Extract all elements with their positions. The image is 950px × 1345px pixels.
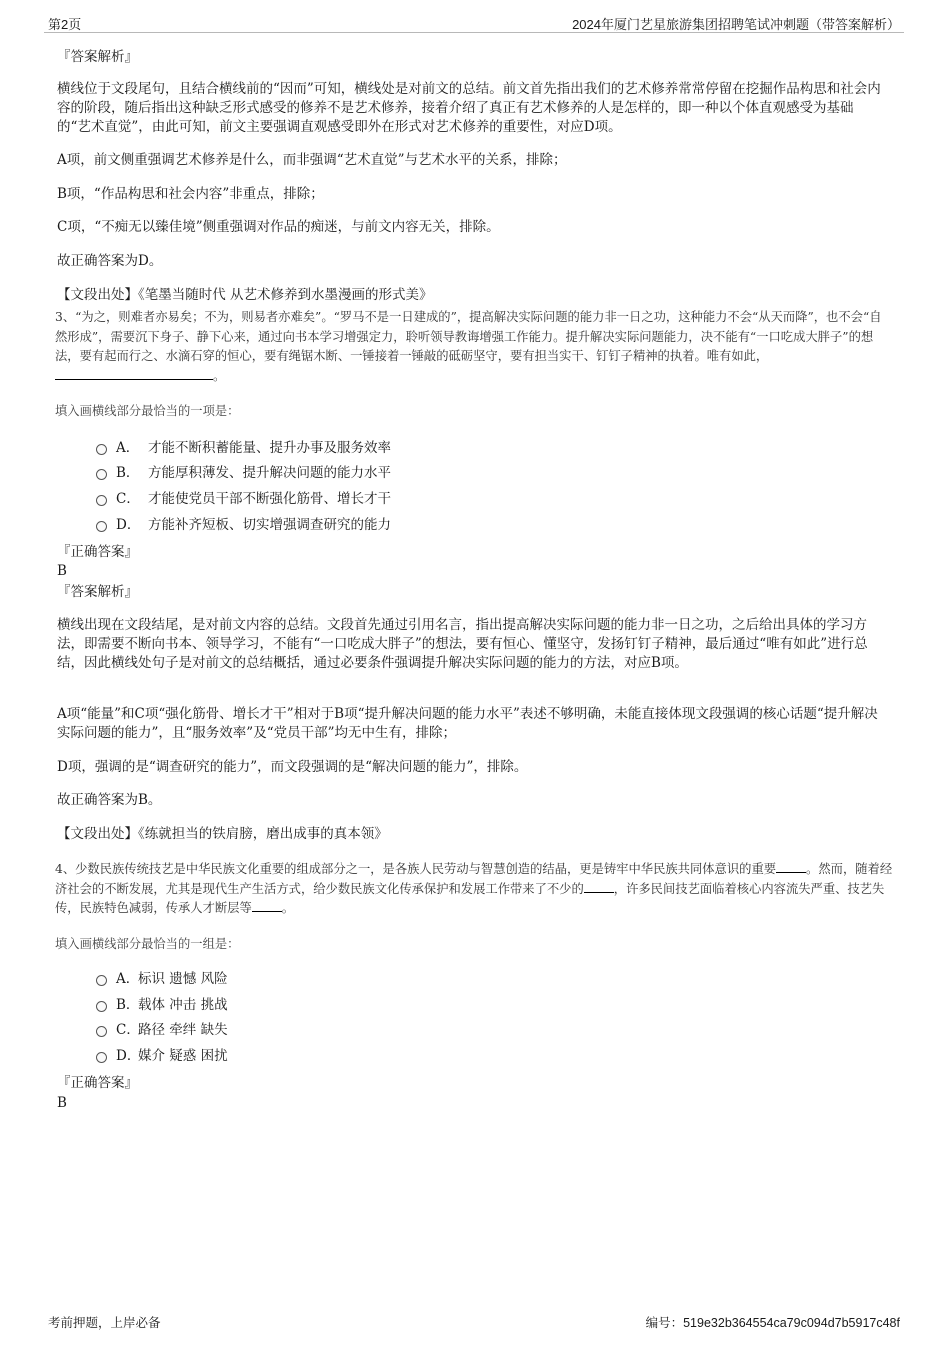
q3-answer-label: 『正确答案』 <box>57 544 138 560</box>
q2-analysis-paragraph: B项，“作品构思和社会内容”非重点，排除； <box>57 186 324 202</box>
footer-slogan: 考前押题，上岸必备 <box>48 1316 161 1330</box>
q3-conclusion: 故正确答案为B。 <box>57 792 162 808</box>
q4-answer: B <box>57 1095 67 1111</box>
q2-source: 【文段出处】《笔墨当随时代 从艺术修养到水墨漫画的形式美》 <box>57 287 433 303</box>
answer-blank <box>776 860 806 873</box>
answer-blank <box>584 880 614 893</box>
q3-analysis-paragraph: D项，强调的是“调查研究的能力”，而文段强调的是“解决问题的能力”，排除。 <box>57 759 528 775</box>
page-number: 第2页 <box>48 17 82 32</box>
answer-blank <box>55 367 213 380</box>
radio-icon[interactable] <box>96 1001 107 1012</box>
document-id: 编号：519e32b364554ca79c094d7b5917c48f <box>645 1316 900 1330</box>
q4-stem: 4、少数民族传统技艺是中华民族文化重要的组成部分之一，是各族人民劳动与智慧创造的结晶，更是铸牢中华民族共同体意识的重要 。然而，随着经济社会的不断发展，尤其是现代生产生活方式，给少数民族文化传承保护和发展工作带来了不少的 ，许多民间技艺面临着核心内容流失严重、技艺失传，民族特色减弱，传承人才断层等 。 <box>55 862 893 915</box>
q4-answer-label: 『正确答案』 <box>57 1075 138 1091</box>
q2-analysis-label: 『答案解析』 <box>57 49 138 65</box>
radio-icon[interactable] <box>96 521 107 532</box>
q4-option-c[interactable]: C．路径 牵绊 缺失 <box>96 1020 228 1040</box>
q4-prompt: 填入画横线部分最恰当的一组是： <box>55 937 240 951</box>
radio-icon[interactable] <box>96 1052 107 1063</box>
q3-analysis-paragraph: A项“能量”和C项“强化筋骨、增长才干”相对于B项“提升解决问题的能力水平”表述不够明确，未能直接体现文段强调的核心话题“提升解决实际问题的能力”，且“服务效率”及“党员干部”均无中生有，排除； <box>57 706 878 741</box>
q4-option-a[interactable]: A．标识 遗憾 风险 <box>96 969 228 989</box>
radio-icon[interactable] <box>96 444 107 455</box>
q4-option-b[interactable]: B．载体 冲击 挑战 <box>96 995 228 1015</box>
q3-option-a[interactable]: A． 才能不断积蓄能量、提升办事及服务效率 <box>96 438 391 458</box>
q3-source: 【文段出处】《练就担当的铁肩膀，磨出成事的真本领》 <box>57 826 388 842</box>
answer-blank <box>252 899 282 912</box>
page-header <box>44 14 904 33</box>
q3-answer: B <box>57 563 67 579</box>
q2-analysis-paragraph: A项，前文侧重强调艺术修养是什么，而非强调“艺术直觉”与艺术水平的关系，排除； <box>57 152 567 168</box>
q3-analysis-label: 『答案解析』 <box>57 584 138 600</box>
radio-icon[interactable] <box>96 975 107 986</box>
document-title: 2024年厦门艺星旅游集团招聘笔试冲刺题（带答案解析） <box>572 17 900 32</box>
radio-icon[interactable] <box>96 1026 107 1037</box>
q2-analysis-paragraph: 横线位于文段尾句，且结合横线前的“因而”可知，横线处是对前文的总结。前文首先指出我们的艺术修养常常停留在挖掘作品构思和社会内容的阶段，随后指出这种缺乏形式感受的修养不是艺术修养，接着介绍了真正有艺术修养的人是怎样的，即一种以个体直观感受为基础的“艺术直觉”，由此可知，前文主要强调直观感受即外在形式对艺术修养的重要性，对应D项。 <box>57 81 881 135</box>
q3-prompt: 填入画横线部分最恰当的一项是： <box>55 404 240 418</box>
q3-option-d[interactable]: D． 方能补齐短板、切实增强调查研究的能力 <box>96 515 391 535</box>
q3-option-b[interactable]: B． 方能厚积薄发、提升解决问题的能力水平 <box>96 463 391 483</box>
radio-icon[interactable] <box>96 469 107 480</box>
q4-option-d[interactable]: D．媒介 疑惑 困扰 <box>96 1046 228 1066</box>
q2-conclusion: 故正确答案为D。 <box>57 253 163 269</box>
radio-icon[interactable] <box>96 495 107 506</box>
q3-analysis-paragraph: 横线出现在文段结尾，是对前文内容的总结。文段首先通过引用名言，指出提高解决实际问题的能力非一日之功，之后给出具体的学习方法，即需要不断向书本、领导学习，不能有“一口吃成大胖子”的想法，要有恒心、懂坚守，发扬钉钉子精神，最后通过“唯有如此”进行总结，因此横线处句子是对前文的总结概括，通过必要条件强调提升解决实际问题的能力的方法，对应B项。 <box>57 617 868 671</box>
q3-stem: 3、“为之，则难者亦易矣；不为，则易者亦难矣”。“罗马不是一日建成的”，提高解决实际问题的能力非一日之功，这种能力不会“从天而降”，也不会“自然形成”，需要沉下身子、静下心来，通过向书本学习增强定力，聆听领导教诲增强工作能力。提升解决实际问题能力，决不能有“一口吃成大胖子”的想法，要有起而行之、水滴石穿的恒心，要有绳锯木断、一锤接着一锤敲的砥砺坚守，要有担当实干、钉钉子精神的执着。唯有如此，。 <box>55 310 882 383</box>
q3-option-c[interactable]: C． 才能使党员干部不断强化筋骨、增长才干 <box>96 489 391 509</box>
q2-analysis-paragraph: C项，“不痴无以臻佳境”侧重强调对作品的痴迷，与前文内容无关，排除。 <box>57 219 500 235</box>
